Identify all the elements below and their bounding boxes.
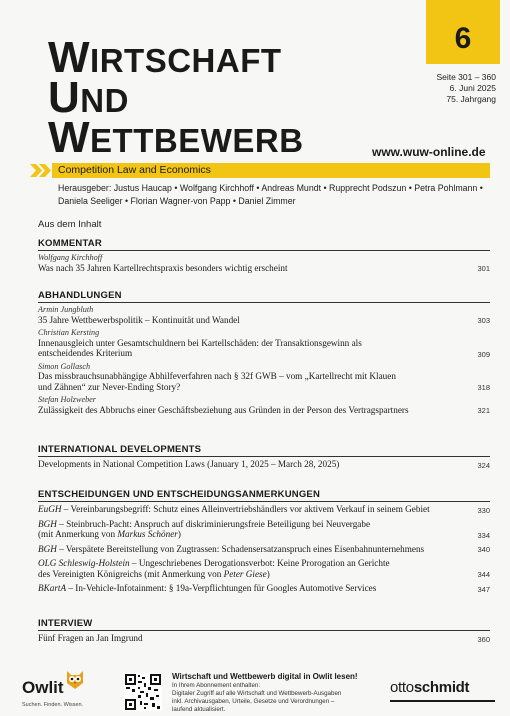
entry-page: 309 bbox=[477, 349, 490, 359]
section-interview bbox=[38, 618, 490, 647]
section-heading: INTERNATIONAL DEVELOPMENTS bbox=[38, 444, 490, 457]
promo-text: inkl. Archivausgaben, Urteile, Gesetze und Verordnungen – bbox=[172, 698, 335, 705]
court-name: BGH bbox=[38, 518, 57, 529]
entry-title-text: (mit Anmerkung von bbox=[38, 529, 118, 539]
publisher-underline bbox=[390, 700, 495, 702]
entry-title-text: – Vereinbarungsbegriff: Schutz eines Alleinvertriebshändlers vor aktivem Verkauf in seinem Gebiet bbox=[61, 504, 430, 514]
contents-intro: Aus dem Inhalt bbox=[38, 219, 102, 230]
toc-entry[interactable] bbox=[38, 305, 490, 325]
promo-text: laufend aktualisiert. bbox=[172, 706, 226, 713]
promo-text: In Ihrem Abonnement enthalten: bbox=[172, 682, 261, 689]
entry-title-text: ) bbox=[177, 529, 181, 539]
entry-title bbox=[38, 504, 460, 515]
entry-title: Innenausgleich unter Gesamtschuldnern bei Kartellschäden: der Transaktionsgewinn als bbox=[38, 337, 362, 348]
publisher-logo-bold: schmidt bbox=[413, 679, 470, 696]
entry-title bbox=[38, 558, 460, 569]
double-chevron-icon bbox=[30, 163, 52, 178]
owl-icon bbox=[64, 668, 86, 690]
issue-number: 6 bbox=[454, 22, 472, 55]
title-rest: ND bbox=[80, 82, 129, 119]
entry-title bbox=[38, 583, 460, 594]
toc-entry[interactable] bbox=[38, 519, 490, 540]
entry-title: Fünf Fragen an Jan Imgrund bbox=[38, 633, 143, 643]
toc-entry[interactable] bbox=[38, 583, 490, 594]
entry-title: Was nach 35 Jahren Kartellrechtspraxis besonders wichtig erscheint bbox=[38, 262, 288, 273]
section-international bbox=[38, 444, 490, 473]
entry-page: 321 bbox=[477, 406, 490, 415]
editors-line: Daniela Seeliger • Florian Wagner-von Papp • Daniel Zimmer bbox=[58, 195, 296, 206]
entry-author: Stefan Holzweber bbox=[38, 395, 96, 404]
issue-meta bbox=[376, 72, 496, 105]
entry-page: 347 bbox=[477, 584, 490, 594]
footer-promo bbox=[172, 672, 372, 714]
entry-author: Christian Kersting bbox=[38, 328, 100, 337]
editors bbox=[58, 182, 498, 207]
entry-title bbox=[38, 529, 460, 540]
footer-ad bbox=[0, 662, 510, 716]
volume: 75. Jahrgang bbox=[446, 94, 496, 104]
promo-text: Digitaler Zugriff auf alle Wirtschaft und Wettbewerb-Ausgaben bbox=[172, 690, 342, 697]
entry-title: Zulässigkeit des Abbruchs einer Geschäftsbeziehung aus Gründen in der Person des Vertragspartners bbox=[38, 404, 409, 415]
owlit-logo[interactable]: Owlit bbox=[22, 678, 64, 697]
entry-title: Das missbrauchsunabhängige Abhilfeverfahren nach § 32f GWB – vom „Kartellrecht mit Klauen bbox=[38, 371, 396, 381]
entry-title bbox=[38, 519, 460, 530]
annotator-name: Peter Giese bbox=[223, 568, 267, 579]
entry-page: 324 bbox=[477, 460, 490, 470]
entry-author: Armin Jungbluth bbox=[38, 305, 94, 314]
toc-entry[interactable] bbox=[38, 459, 490, 470]
court-name: EuGH bbox=[38, 504, 62, 514]
entry-page: 360 bbox=[477, 634, 490, 644]
toc-entry[interactable] bbox=[38, 253, 490, 273]
issue-date: 6. Juni 2025 bbox=[449, 83, 496, 93]
title-cap: W bbox=[48, 33, 91, 82]
section-heading: KOMMENTAR bbox=[38, 238, 490, 251]
toc-entry[interactable] bbox=[38, 395, 490, 415]
section-kommentar bbox=[38, 238, 490, 276]
toc-entry[interactable] bbox=[38, 362, 490, 393]
page-range: Seite 301 – 360 bbox=[436, 72, 496, 82]
publisher-logo[interactable] bbox=[390, 679, 469, 696]
title-cap: W bbox=[48, 113, 91, 162]
toc-entry[interactable] bbox=[38, 633, 490, 644]
qr-code-icon[interactable] bbox=[124, 673, 162, 711]
section-heading: ABHANDLUNGEN bbox=[38, 290, 490, 303]
entry-page: 344 bbox=[477, 570, 490, 579]
title-cap: U bbox=[48, 73, 81, 122]
entry-title-text: des Vereinigten Königreichs (mit Anmerkung von bbox=[38, 568, 224, 579]
court-name: BKartA bbox=[38, 583, 67, 593]
journal-title bbox=[48, 33, 304, 162]
entry-page: 340 bbox=[477, 545, 490, 554]
entry-title: 35 Jahre Wettbewerbspolitik – Kontinuität und Wandel bbox=[38, 314, 240, 325]
toc-entry[interactable] bbox=[38, 544, 490, 555]
entry-title: entscheidendes Kriterium bbox=[38, 348, 133, 358]
title-rest: IRTSCHAFT bbox=[90, 42, 282, 79]
publisher-logo-light: otto bbox=[390, 679, 414, 696]
title-rest: ETTBEWERB bbox=[90, 122, 304, 159]
owlit-tagline: Suchen. Finden. Wissen. bbox=[22, 702, 84, 708]
editors-line: Herausgeber: Justus Haucap • Wolfgang Kirchhoff • Andreas Mundt • Rupprecht Podszun • Petra Pohlmann • bbox=[58, 183, 483, 193]
entry-page: 318 bbox=[477, 383, 490, 392]
section-heading: ENTSCHEIDUNGEN UND ENTSCHEIDUNGSANMERKUNGEN bbox=[38, 489, 490, 502]
journal-subtitle: Competition Law and Economics bbox=[58, 164, 211, 176]
court-name: BGH bbox=[38, 543, 57, 554]
toc-entry[interactable] bbox=[38, 504, 490, 515]
promo-headline: Wirtschaft und Wettbewerb digital in Owlit lesen! bbox=[172, 672, 358, 681]
section-entscheidungen bbox=[38, 489, 490, 597]
entry-title-text: ) bbox=[266, 568, 270, 579]
section-heading: INTERVIEW bbox=[38, 618, 490, 631]
entry-title bbox=[38, 569, 460, 580]
entry-page: 334 bbox=[477, 530, 490, 540]
toc-entry[interactable] bbox=[38, 558, 490, 579]
entry-page: 330 bbox=[477, 505, 490, 515]
entry-title-text: – Steinbruch-Pacht: Anspruch auf diskriminierungsfreie Beteiligung bei Neuvergabe bbox=[56, 518, 371, 529]
entry-title: und Zähnen“ zur Never-Ending Story? bbox=[38, 381, 181, 392]
entry-title: Developments in National Competition Laws (January 1, 2025 – March 28, 2025) bbox=[38, 459, 340, 469]
entry-author: Wolfgang Kirchhoff bbox=[38, 253, 103, 262]
issue-badge bbox=[426, 0, 500, 64]
entry-page: 303 bbox=[477, 316, 490, 325]
entry-page: 301 bbox=[477, 264, 490, 273]
toc-entry[interactable] bbox=[38, 328, 490, 359]
entry-title bbox=[38, 544, 460, 555]
entry-title-text: – In-Vehicle-Infotainment: § 19a-Verpflichtungen für Googles Automotive Services bbox=[66, 583, 377, 593]
section-abhandlungen bbox=[38, 290, 490, 418]
website-url[interactable]: www.wuw-online.de bbox=[372, 145, 486, 159]
entry-title-text: – Ungeschriebenes Derogationsverbot: Keine Prorogation an Gerichte bbox=[129, 558, 390, 568]
entry-author: Simon Gollasch bbox=[38, 361, 91, 371]
annotator-name: Markus Schöner bbox=[117, 529, 178, 539]
entry-title-text: – Verspätete Bereitstellung von Zugtrassen: Schadensersatzanspruch eines Eisenbahnunternehmens bbox=[56, 543, 425, 554]
court-name: OLG Schleswig-Holstein bbox=[38, 558, 130, 568]
